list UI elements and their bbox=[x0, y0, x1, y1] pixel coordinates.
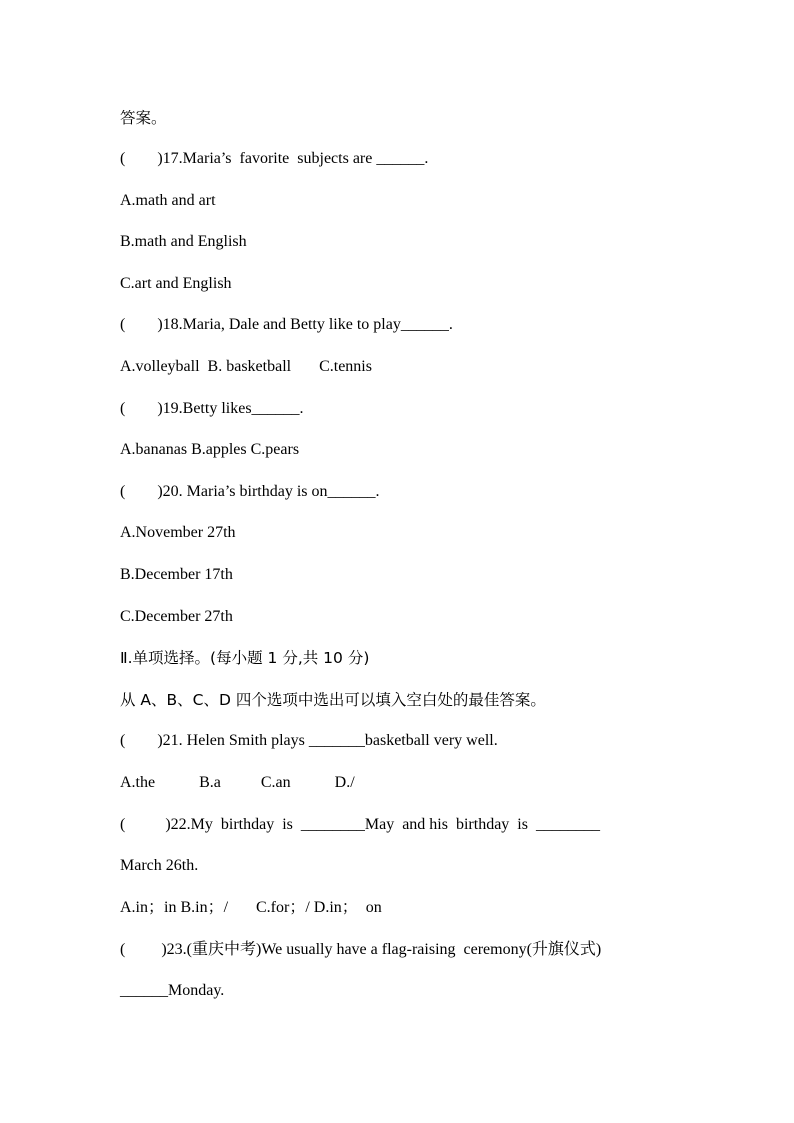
question-19: ( )19.Betty likes______. bbox=[120, 400, 304, 417]
options-18: A.volleyball B. basketball C.tennis bbox=[120, 358, 372, 375]
option-17-b: B.math and English bbox=[120, 233, 247, 250]
option-20-a: A.November 27th bbox=[120, 524, 236, 541]
text-line-answer-tail: 答案。 bbox=[120, 109, 167, 127]
question-23: ( )23.(重庆中考)We usually have a flag-raising ceremony(升旗仪式) bbox=[120, 941, 602, 958]
option-17-a: A.math and art bbox=[120, 192, 216, 209]
option-20-c: C.December 27th bbox=[120, 608, 233, 625]
question-22-continued: March 26th. bbox=[120, 857, 199, 874]
option-20-b: B.December 17th bbox=[120, 566, 233, 583]
question-23-continued: ______Monday. bbox=[120, 982, 225, 999]
options-19: A.bananas B.apples C.pears bbox=[120, 441, 300, 458]
section-heading: Ⅱ.单项选择。(每小题 1 分,共 10 分) bbox=[120, 649, 370, 667]
question-21: ( )21. Helen Smith plays _______basketball very well. bbox=[120, 732, 498, 749]
option-17-c: C.art and English bbox=[120, 275, 232, 292]
question-17: ( )17.Maria’s favorite subjects are ______. bbox=[120, 150, 429, 167]
question-20: ( )20. Maria’s birthday is on______. bbox=[120, 483, 380, 500]
options-21: A.the B.a C.an D./ bbox=[120, 774, 355, 791]
section-instruction: 从 A、B、C、D 四个选项中选出可以填入空白处的最佳答案。 bbox=[120, 691, 546, 709]
question-22: ( )22.My birthday is ________May and his birthday is ________ bbox=[120, 816, 600, 833]
question-18: ( )18.Maria, Dale and Betty like to play______. bbox=[120, 316, 453, 333]
options-22: A.in；in B.in；/ C.for；/ D.in； on bbox=[120, 899, 382, 916]
